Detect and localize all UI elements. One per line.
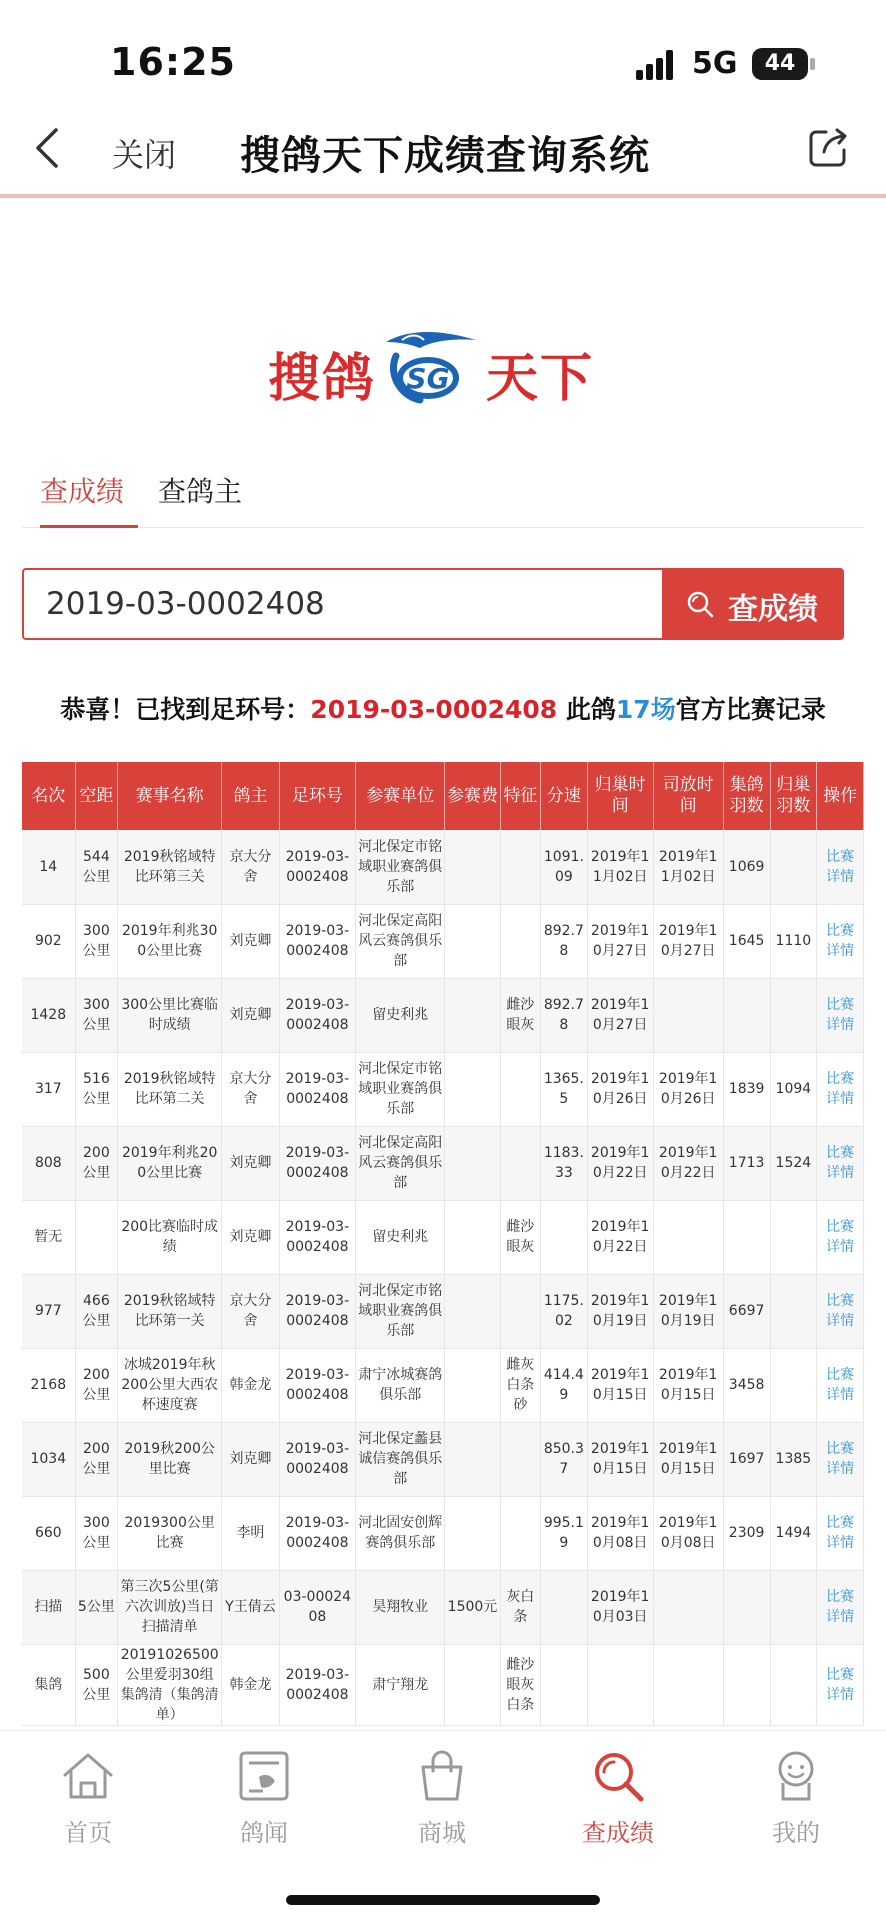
table-cell: 2019-03-0002408 [279, 978, 356, 1052]
table-cell: 1428 [22, 978, 75, 1052]
table-cell: 300公里 [75, 978, 118, 1052]
race-details-link[interactable]: 比赛详情 [817, 1644, 864, 1725]
tab-query-owner[interactable]: 查鸽主 [158, 475, 243, 508]
table-cell: 414.49 [541, 1348, 588, 1422]
table-cell: 河北保定高阳风云赛鸽俱乐部 [356, 1126, 445, 1200]
logo-text-right: 天下 [486, 349, 595, 409]
column-header: 赛事名称 [118, 762, 222, 830]
table-cell: 2019年10月22日 [587, 1126, 653, 1200]
race-details-link[interactable]: 比赛详情 [817, 904, 864, 978]
brand-logo [268, 326, 618, 409]
table-cell: 雌沙眼灰白条 [500, 1644, 540, 1725]
table-cell: 京大分舍 [222, 830, 279, 904]
tab-query-results[interactable]: 查成绩 [40, 470, 138, 528]
tabbar-news[interactable] [204, 1747, 324, 1857]
table-cell: 2019-03-0002408 [279, 1126, 356, 1200]
table-cell: 2019秋铭域特比环第三关 [118, 830, 222, 904]
table-cell: 留史利兆 [356, 1200, 445, 1274]
tabbar-shop[interactable] [382, 1747, 502, 1857]
table-cell: 1034 [22, 1422, 75, 1496]
table-cell: 850.37 [541, 1422, 588, 1496]
home-indicator [286, 1895, 600, 1905]
race-details-link[interactable]: 比赛详情 [817, 1274, 864, 1348]
table-cell: 2019-03-0002408 [279, 1052, 356, 1126]
table-row [22, 1496, 864, 1570]
share-icon[interactable] [806, 126, 850, 170]
profile-icon [767, 1747, 825, 1805]
table-cell: 660 [22, 1496, 75, 1570]
race-details-link[interactable]: 比赛详情 [817, 1348, 864, 1422]
table-row [22, 1126, 864, 1200]
table-cell: 2019年10月27日 [653, 904, 723, 978]
table-cell: 808 [22, 1126, 75, 1200]
table-cell: 300公里 [75, 1496, 118, 1570]
column-header: 参赛费 [445, 762, 500, 830]
table-row [22, 1644, 864, 1725]
column-header: 足环号 [279, 762, 356, 830]
table-cell: 1524 [770, 1126, 817, 1200]
table-cell: 2019秋铭域特比环第一关 [118, 1274, 222, 1348]
table-cell: 河北保定市铭域职业赛鸽俱乐部 [356, 830, 445, 904]
table-cell [770, 830, 817, 904]
column-header: 分速 [541, 762, 588, 830]
table-cell: 2019年10月22日 [587, 1200, 653, 1274]
battery-level: 44 [764, 51, 796, 76]
table-cell [770, 978, 817, 1052]
table-cell: 刘克卿 [222, 904, 279, 978]
table-cell: 2019秋200公里比赛 [118, 1422, 222, 1496]
search-icon [686, 590, 714, 618]
table-cell [445, 1200, 500, 1274]
table-cell [500, 1126, 540, 1200]
tabbar-results[interactable] [558, 1747, 678, 1857]
race-details-link[interactable]: 比赛详情 [817, 1422, 864, 1496]
table-cell [723, 1570, 770, 1644]
search-box [22, 568, 842, 640]
table-cell: 1091.09 [541, 830, 588, 904]
status-time: 16:25 [110, 40, 236, 84]
table-cell: 2019年11月02日 [653, 830, 723, 904]
table-cell [723, 978, 770, 1052]
results-table-container[interactable] [22, 762, 864, 1728]
table-cell [445, 1422, 500, 1496]
table-cell: 刘克卿 [222, 1200, 279, 1274]
table-cell: 河北保定市铭域职业赛鸽俱乐部 [356, 1052, 445, 1126]
race-details-link[interactable]: 比赛详情 [817, 978, 864, 1052]
table-cell: 2019年10月22日 [653, 1126, 723, 1200]
table-cell: 2019300公里比赛 [118, 1496, 222, 1570]
race-details-link[interactable]: 比赛详情 [817, 1570, 864, 1644]
table-cell: 雌沙眼灰 [500, 978, 540, 1052]
table-cell: 2019-03-0002408 [279, 1422, 356, 1496]
table-cell [541, 1570, 588, 1644]
column-header: 名次 [22, 762, 75, 830]
table-cell: 995.19 [541, 1496, 588, 1570]
table-cell: 977 [22, 1274, 75, 1348]
logo-text-left: 搜鸽 [268, 349, 377, 409]
table-cell: 1365.5 [541, 1052, 588, 1126]
table-cell: 2019年利兆300公里比赛 [118, 904, 222, 978]
table-cell: 刘克卿 [222, 1422, 279, 1496]
table-cell: 1494 [770, 1496, 817, 1570]
column-header: 司放时间 [653, 762, 723, 830]
table-cell [445, 1126, 500, 1200]
table-cell: 2019年10月15日 [653, 1348, 723, 1422]
race-details-link[interactable]: 比赛详情 [817, 1496, 864, 1570]
table-cell: 200比赛临时成绩 [118, 1200, 222, 1274]
table-cell: 河北保定市铭域职业赛鸽俱乐部 [356, 1274, 445, 1348]
table-cell: 2019-03-0002408 [279, 904, 356, 978]
table-cell [541, 1644, 588, 1725]
network-label: 5G [692, 46, 738, 81]
result-message [0, 690, 886, 726]
table-row [22, 1200, 864, 1274]
column-header: 参赛单位 [356, 762, 445, 830]
table-cell: 200公里 [75, 1126, 118, 1200]
table-cell: 500公里 [75, 1644, 118, 1725]
table-cell: 2019-03-0002408 [279, 1348, 356, 1422]
tabbar-label: 商城 [418, 1819, 466, 1847]
table-cell: 2019年10月19日 [653, 1274, 723, 1348]
table-cell: 2019年10月08日 [587, 1496, 653, 1570]
table-cell [653, 1644, 723, 1725]
table-cell: 2019年10月26日 [653, 1052, 723, 1126]
table-cell: 2019年10月27日 [587, 978, 653, 1052]
page-title: 搜鸽天下成绩查询系统 [240, 133, 650, 179]
table-cell [445, 904, 500, 978]
table-cell [541, 1200, 588, 1274]
result-suffix: 官方比赛记录 [675, 695, 826, 724]
table-cell: 2019年利兆200公里比赛 [118, 1126, 222, 1200]
column-header: 归巢羽数 [770, 762, 817, 830]
table-cell [770, 1200, 817, 1274]
race-details-link[interactable]: 比赛详情 [817, 1200, 864, 1274]
table-cell: 2019秋铭域特比环第二关 [118, 1052, 222, 1126]
result-prefix: 恭喜！已找到足环号： [60, 695, 311, 724]
table-cell: 1175.02 [541, 1274, 588, 1348]
table-cell: 2019-03-0002408 [279, 830, 356, 904]
column-header: 操作 [817, 762, 864, 830]
tabbar-home[interactable] [28, 1747, 148, 1857]
table-cell: 1385 [770, 1422, 817, 1496]
battery-cap [810, 58, 815, 70]
table-cell: 河北保定蠡县诚信赛鸽俱乐部 [356, 1422, 445, 1496]
table-cell [770, 1570, 817, 1644]
status-bar [0, 0, 886, 100]
table-cell: 2019年11月02日 [587, 830, 653, 904]
table-cell: 2019年10月03日 [587, 1570, 653, 1644]
table-cell: 河北固安创辉赛鸽俱乐部 [356, 1496, 445, 1570]
table-cell [445, 1348, 500, 1422]
table-cell [500, 1422, 540, 1496]
table-cell [445, 830, 500, 904]
table-cell: 5公里 [75, 1570, 118, 1644]
table-cell: 2019年10月15日 [587, 1348, 653, 1422]
table-cell [723, 1644, 770, 1725]
table-cell: 2019年10月08日 [653, 1496, 723, 1570]
table-cell: 1110 [770, 904, 817, 978]
column-header: 归巢时间 [587, 762, 653, 830]
table-cell: 2019年10月26日 [587, 1052, 653, 1126]
table-cell: 2019-03-0002408 [279, 1200, 356, 1274]
table-cell: 1069 [723, 830, 770, 904]
search-button-label: 查成绩 [728, 592, 818, 627]
table-cell: Y王倩云 [222, 1570, 279, 1644]
table-cell: 2019-03-0002408 [279, 1274, 356, 1348]
table-cell: 2019-03-0002408 [279, 1496, 356, 1570]
table-cell: 刘克卿 [222, 1126, 279, 1200]
results-table [22, 762, 864, 1726]
table-cell: 6697 [723, 1274, 770, 1348]
tabbar-label: 查成绩 [582, 1819, 654, 1847]
table-cell: 516公里 [75, 1052, 118, 1126]
table-cell: 902 [22, 904, 75, 978]
table-cell: 2019年10月27日 [587, 904, 653, 978]
column-header: 集鸽羽数 [723, 762, 770, 830]
logo-mark-text: SG [406, 362, 450, 395]
column-header: 鸽主 [222, 762, 279, 830]
table-cell [653, 1570, 723, 1644]
table-header-row [22, 762, 864, 830]
search-button[interactable] [662, 568, 844, 640]
table-cell: 1645 [723, 904, 770, 978]
home-icon [59, 1747, 117, 1805]
table-cell [653, 978, 723, 1052]
table-cell: 第三次5公里(第六次训放)当日扫描清单 [118, 1570, 222, 1644]
close-button[interactable]: 关闭 [112, 136, 177, 174]
race-details-link[interactable]: 比赛详情 [817, 830, 864, 904]
table-cell: 2309 [723, 1496, 770, 1570]
table-body [22, 830, 864, 1725]
table-cell [653, 1200, 723, 1274]
table-cell: 肃宁翔龙 [356, 1644, 445, 1725]
table-cell: 刘克卿 [222, 978, 279, 1052]
race-details-link[interactable]: 比赛详情 [817, 1052, 864, 1126]
table-cell: 03-0002408 [279, 1570, 356, 1644]
tabbar-label: 鸽闻 [240, 1819, 288, 1847]
table-cell: 300公里比赛临时成绩 [118, 978, 222, 1052]
tabbar-label: 我的 [772, 1819, 820, 1847]
table-cell [445, 1274, 500, 1348]
shopping-bag-icon [413, 1747, 471, 1805]
table-cell: 留史利兆 [356, 978, 445, 1052]
table-row [22, 1570, 864, 1644]
race-details-link[interactable]: 比赛详情 [817, 1126, 864, 1200]
table-cell: 544公里 [75, 830, 118, 904]
bottom-tab-bar [0, 1730, 886, 1920]
table-cell [770, 1274, 817, 1348]
table-cell [500, 904, 540, 978]
table-cell: 2019年10月15日 [587, 1422, 653, 1496]
table-cell: 李明 [222, 1496, 279, 1570]
table-row [22, 904, 864, 978]
table-cell: 集鸽 [22, 1644, 75, 1725]
table-cell [445, 1644, 500, 1725]
table-cell: 2019年10月19日 [587, 1274, 653, 1348]
table-row [22, 1052, 864, 1126]
table-cell: 韩金龙 [222, 1644, 279, 1725]
tabbar-label: 首页 [64, 1819, 112, 1847]
table-cell: 3458 [723, 1348, 770, 1422]
table-cell: 1500元 [445, 1570, 500, 1644]
table-cell: 韩金龙 [222, 1348, 279, 1422]
table-row [22, 830, 864, 904]
result-ring-number: 2019-03-0002408 [310, 695, 558, 724]
table-cell: 317 [22, 1052, 75, 1126]
column-header: 特征 [500, 762, 540, 830]
table-cell: 京大分舍 [222, 1052, 279, 1126]
table-cell: 892.78 [541, 904, 588, 978]
table-cell: 2019年10月15日 [653, 1422, 723, 1496]
table-cell: 300公里 [75, 904, 118, 978]
table-cell: 200公里 [75, 1422, 118, 1496]
table-cell: 200公里 [75, 1348, 118, 1422]
nav-bar [0, 100, 886, 198]
table-cell: 1839 [723, 1052, 770, 1126]
table-cell: 京大分舍 [222, 1274, 279, 1348]
table-cell [445, 1496, 500, 1570]
battery-icon [752, 48, 808, 80]
table-cell: 昊翔牧业 [356, 1570, 445, 1644]
table-cell [770, 1348, 817, 1422]
table-cell: 14 [22, 830, 75, 904]
result-count: 17场 [615, 695, 676, 724]
result-middle: 此鸽 [557, 695, 616, 724]
table-cell: 2168 [22, 1348, 75, 1422]
signal-icon [636, 50, 680, 80]
ring-number-input[interactable] [24, 570, 660, 638]
search-icon [589, 1747, 647, 1805]
table-cell: 1094 [770, 1052, 817, 1126]
table-cell: 肃宁冰城赛鸽俱乐部 [356, 1348, 445, 1422]
table-cell: 466公里 [75, 1274, 118, 1348]
table-cell: 灰白条 [500, 1570, 540, 1644]
table-cell: 1697 [723, 1422, 770, 1496]
table-cell [587, 1644, 653, 1725]
table-cell: 河北保定高阳风云赛鸽俱乐部 [356, 904, 445, 978]
table-cell: 暂无 [22, 1200, 75, 1274]
table-cell: 20191026500公里爱羽30组集鸽清（集鸽清单） [118, 1644, 222, 1725]
table-cell [75, 1200, 118, 1274]
table-cell [500, 830, 540, 904]
table-cell: 扫描 [22, 1570, 75, 1644]
table-cell: 1183.33 [541, 1126, 588, 1200]
table-cell [500, 1052, 540, 1126]
table-cell: 892.78 [541, 978, 588, 1052]
table-cell: 2019-03-0002408 [279, 1644, 356, 1725]
table-row [22, 1274, 864, 1348]
table-cell [500, 1496, 540, 1570]
tabbar-profile[interactable] [736, 1747, 856, 1857]
table-row [22, 978, 864, 1052]
table-cell [445, 1052, 500, 1126]
table-row [22, 1348, 864, 1422]
back-arrow-icon[interactable] [28, 126, 72, 170]
table-row [22, 1422, 864, 1496]
column-header: 空距 [75, 762, 118, 830]
table-cell: 冰城2019年秋200公里大西农杯速度赛 [118, 1348, 222, 1422]
table-cell [770, 1644, 817, 1725]
table-cell: 1713 [723, 1126, 770, 1200]
search-tabs [22, 462, 864, 528]
pigeon-logo-icon [380, 326, 486, 406]
table-cell: 雌灰白条砂 [500, 1348, 540, 1422]
table-cell [500, 1274, 540, 1348]
news-icon [235, 1747, 293, 1805]
table-cell [723, 1200, 770, 1274]
table-cell [445, 978, 500, 1052]
table-cell: 雌沙眼灰 [500, 1200, 540, 1274]
